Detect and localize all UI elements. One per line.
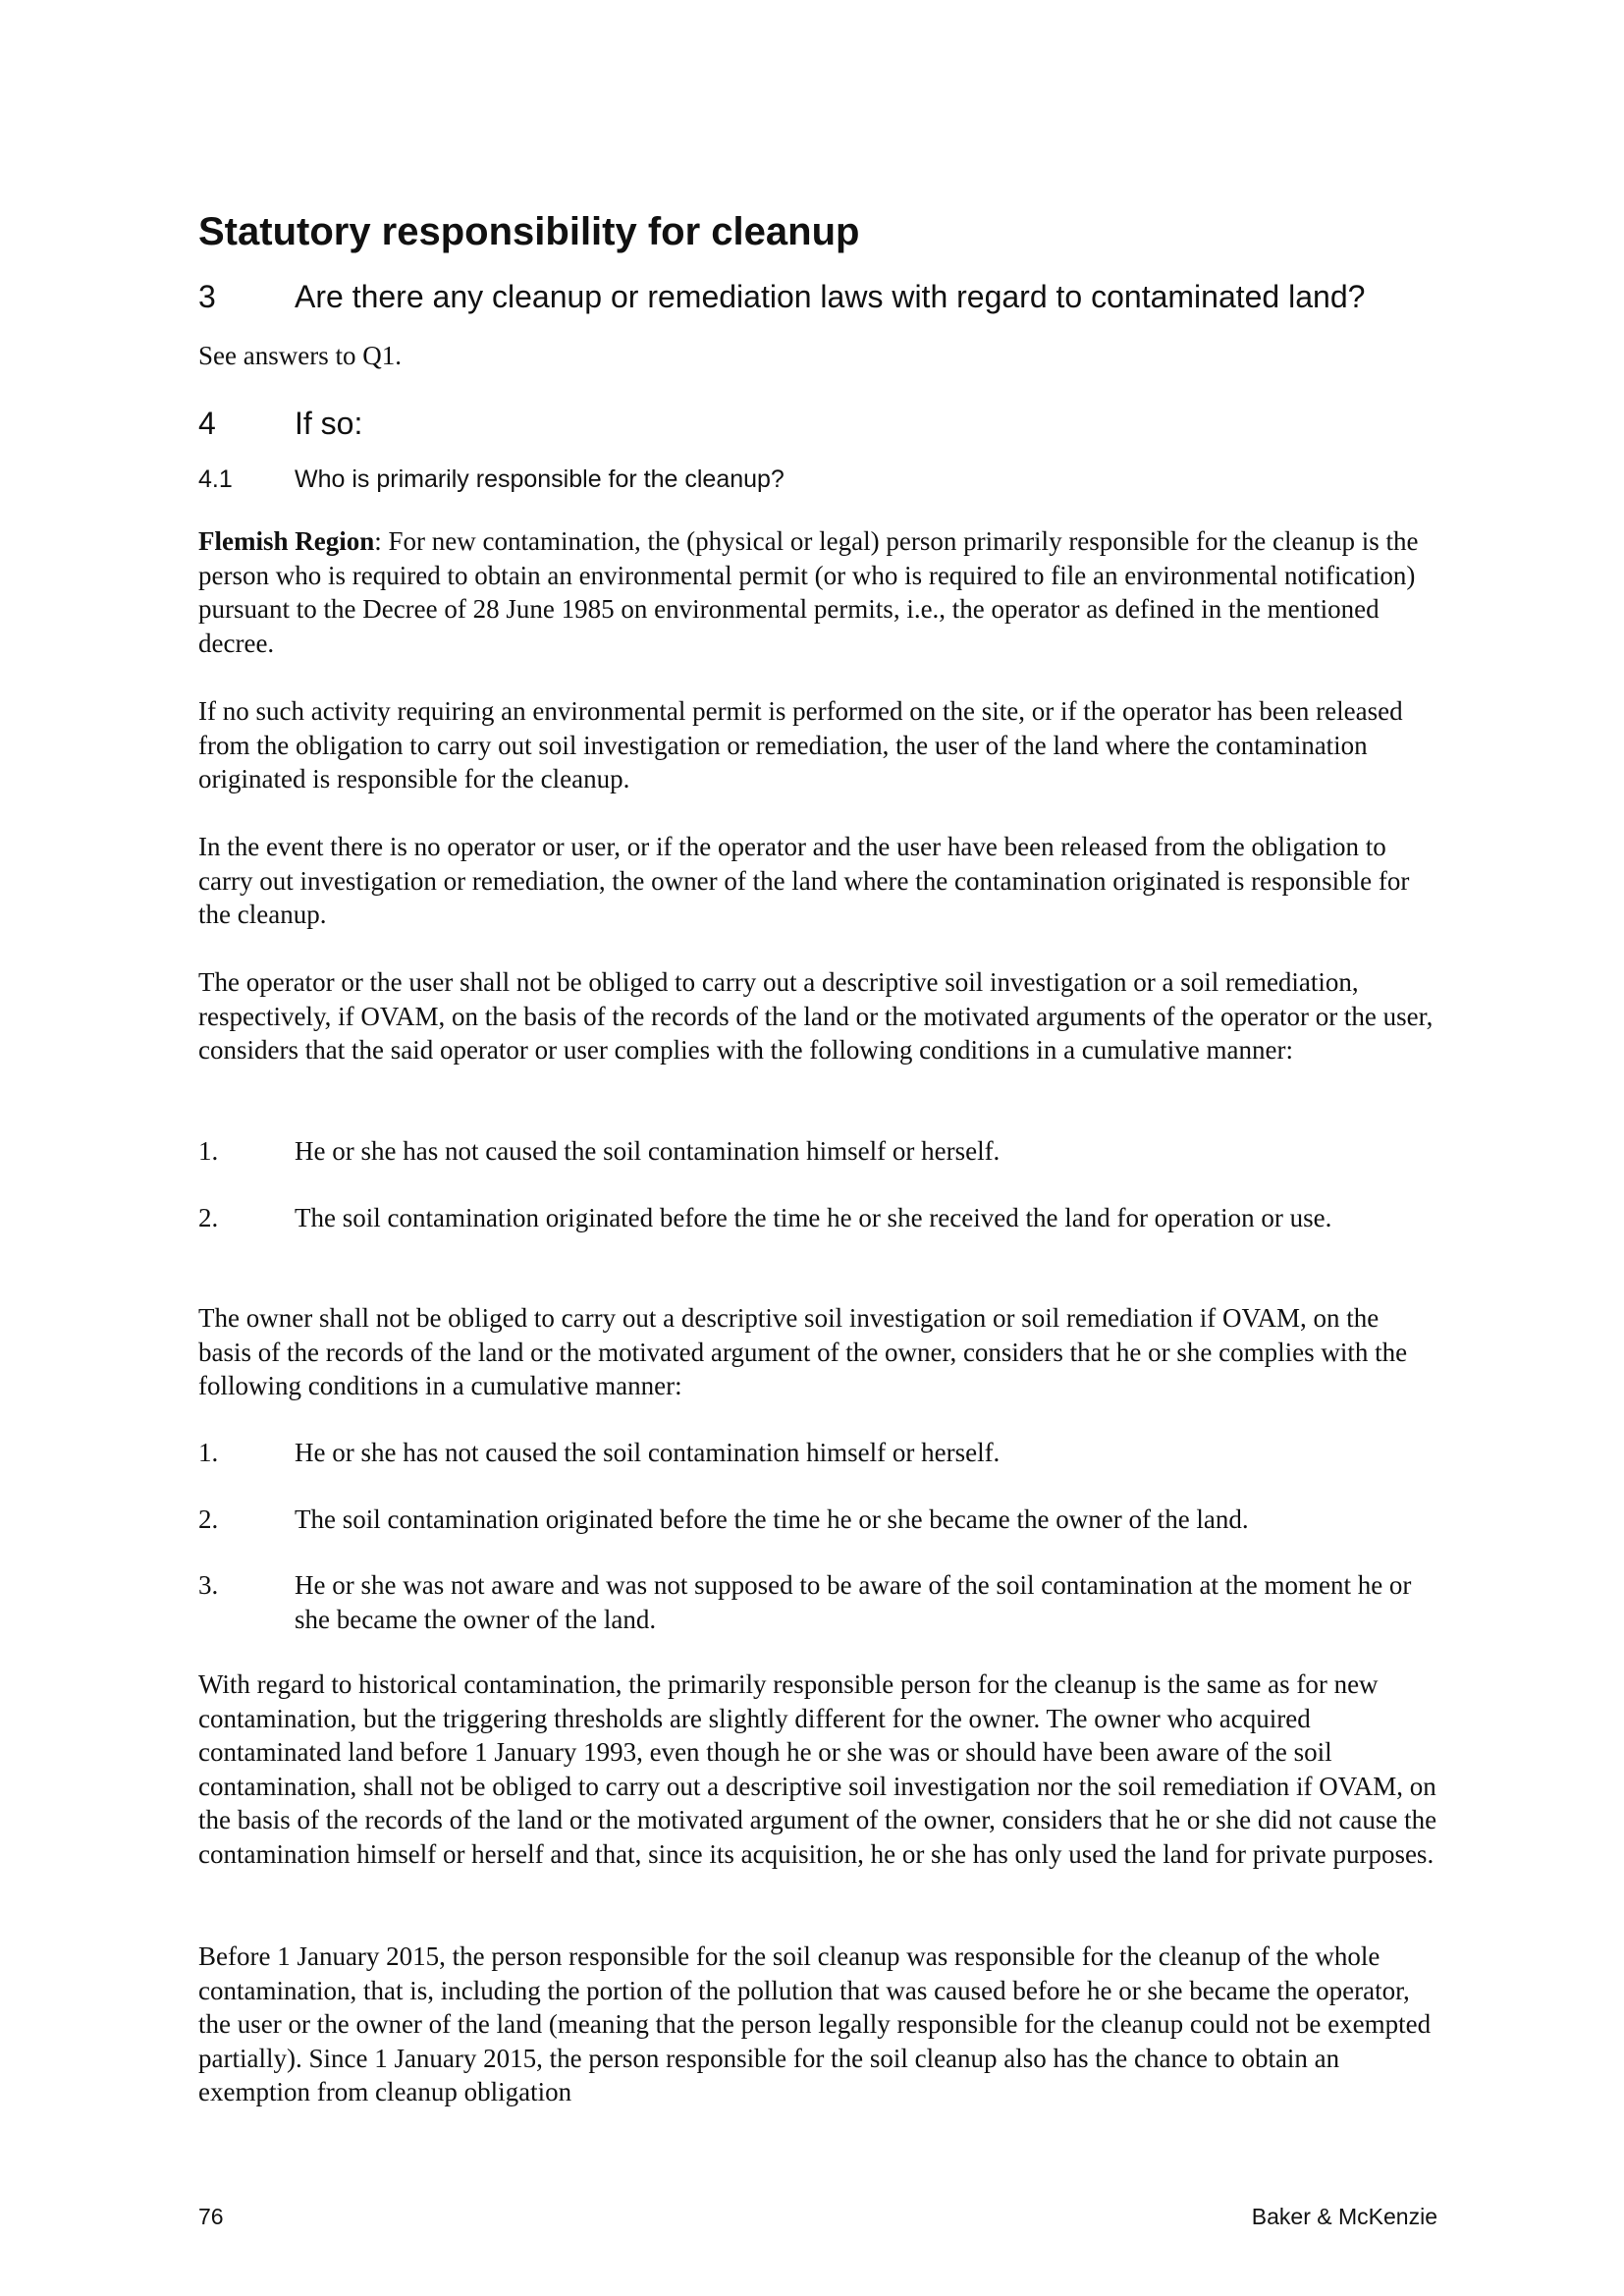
list-text: He or she has not caused the soil contamination himself or herself. — [295, 1136, 1001, 1166]
paragraph: In the event there is no operator or user, or if the operator and the user have been released from the obligation to carry out investigation or remediation, the owner of the land where the contamination originated is responsible for the cleanup. — [198, 832, 1410, 929]
list-number: 1. — [198, 1438, 219, 1467]
section-title: Statutory responsibility for cleanup — [198, 210, 860, 253]
question-4-heading — [198, 406, 362, 442]
question-number: 3 — [198, 279, 216, 314]
paragraph-text: : For new contamination, the (physical or legal) person primarily responsible for the cleanup is the person who is required to obtain an environmental permit (or who is required to file an environmental notification) pursuant to the Decree of 28 June 1985 on environmental permits, i.e., the operator as defined in the mentioned decree. — [198, 526, 1419, 658]
paragraph: The operator or the user shall not be obliged to carry out a descriptive soil investigation or a soil remediation, respectively, if OVAM, on the basis of the records of the land or the motivated arguments of the operator or the user, considers that the said operator or user complies with the following conditions in a cumulative manner: — [198, 967, 1434, 1065]
page-footer — [198, 2204, 1437, 2230]
question-4-1-heading — [198, 465, 785, 494]
region-label: Flemish Region — [198, 526, 375, 556]
flemish-region-paragraph — [198, 524, 1437, 660]
list-number: 1. — [198, 1136, 219, 1166]
list-item — [198, 1201, 1437, 1235]
paragraph: The owner shall not be obliged to carry out a descriptive soil investigation or soil remediation if OVAM, on the basis of the records of the land or the motivated argument of the owner, considers that he or she complies with the following conditions in a cumulative manner: — [198, 1303, 1408, 1400]
question-text: Are there any cleanup or remediation laws with regard to contaminated land? — [295, 279, 1366, 314]
question-number: 4 — [198, 406, 216, 441]
see-answers-paragraph: See answers to Q1. — [198, 341, 402, 370]
subquestion-text: Who is primarily responsible for the cleanup? — [295, 465, 785, 493]
paragraph: Before 1 January 2015, the person responsible for the soil cleanup was responsible for the cleanup of the whole contamination, that is, including the portion of the pollution that was caused before he or she became the operator, the user or the owner of the land (meaning that the person legally responsible for the cleanup could not be exempted partially). Since 1 January 2015, the person responsible for the soil cleanup also has the chance to obtain an exemption from cleanup obligation — [198, 1941, 1432, 2106]
list-number: 2. — [198, 1504, 219, 1534]
list-text: He or she has not caused the soil contamination himself or herself. — [295, 1438, 1001, 1467]
list-text: He or she was not aware and was not supposed to be aware of the soil contamination at the moment he or she became the owner of the land. — [295, 1570, 1412, 1634]
list-number: 3. — [198, 1570, 219, 1600]
publisher-name: Baker & McKenzie — [1251, 2204, 1437, 2229]
list-item — [198, 1436, 1437, 1470]
list-text: The soil contamination originated before the time he or she became the owner of the land. — [295, 1504, 1249, 1534]
document-page — [198, 0, 1437, 2296]
paragraph: If no such activity requiring an environmental permit is performed on the site, or if the operator has been released from the obligation to carry out soil investigation or remediation, the user of the land where the contamination originated is responsible for the cleanup. — [198, 696, 1403, 793]
subquestion-number: 4.1 — [198, 465, 233, 493]
list-text: The soil contamination originated before the time he or she received the land for operation or use. — [295, 1203, 1332, 1232]
page-number: 76 — [198, 2204, 224, 2229]
list-number: 2. — [198, 1203, 219, 1232]
list-item — [198, 1503, 1437, 1537]
question-text: If so: — [295, 406, 363, 441]
historical-contamination-paragraph: With regard to historical contamination, the primarily responsible person for the cleanup is the same as for new contamination, but the triggering thresholds are slightly different for the owner. The owner who acquired contaminated land before 1 January 1993, even though he or she was or should have been aware of the soil contamination, shall not be obliged to carry out a descriptive soil investigation nor the soil remediation if OVAM, on the basis of the records of the land or the motivated argument of the owner, considers that he or she did not cause the contamination himself or herself and that, since its acquisition, he or she has only used the land for private purposes. — [198, 1669, 1437, 1869]
list-item — [198, 1134, 1437, 1169]
question-3-heading — [198, 279, 1365, 315]
list-item — [198, 1568, 1437, 1636]
